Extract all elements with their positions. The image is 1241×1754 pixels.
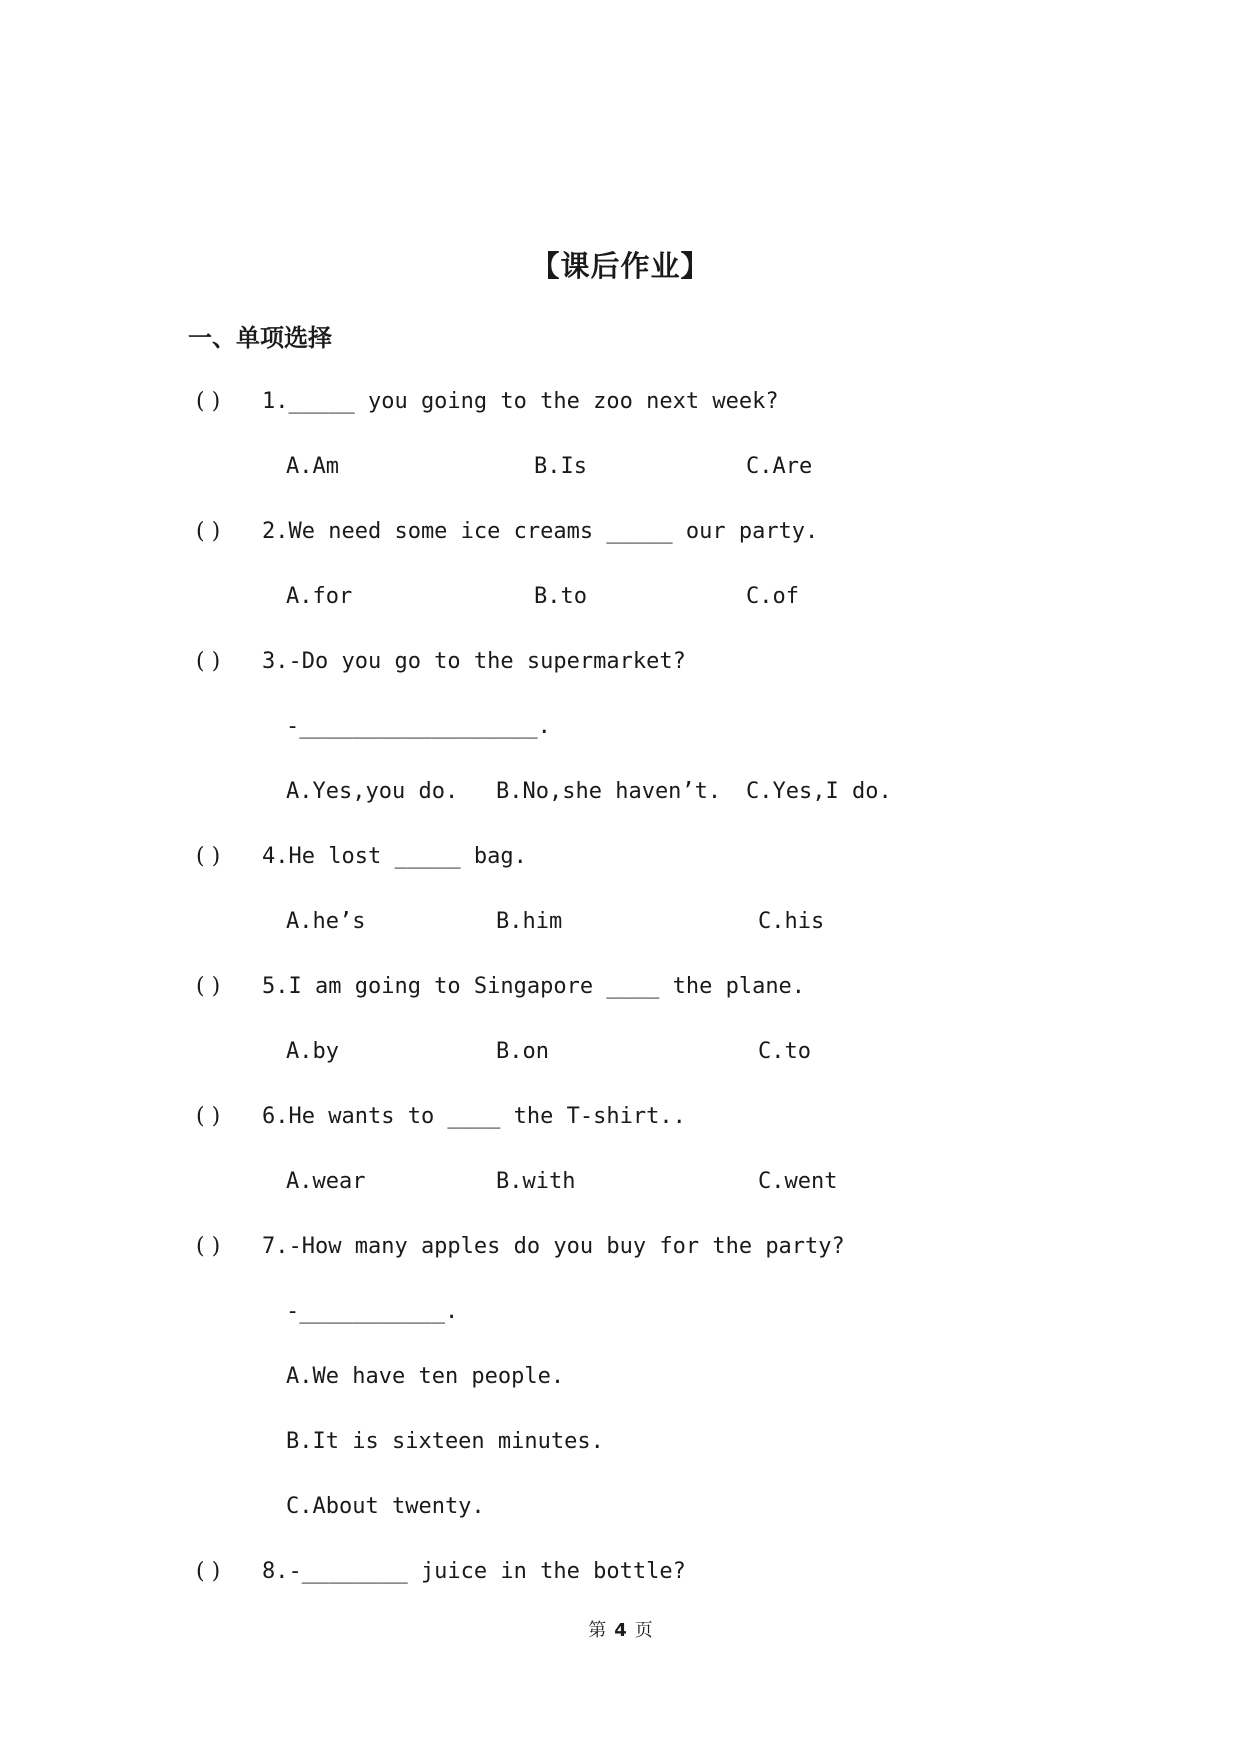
- footer-prefix: 第: [588, 1620, 607, 1641]
- page-title: 【课后作业】: [530, 249, 711, 283]
- option-b: B.to: [534, 584, 587, 609]
- option-b: B.him: [496, 909, 563, 934]
- option-a: A.Am: [286, 454, 339, 479]
- page-footer: [0, 1616, 1241, 1642]
- answer-paren[interactable]: ( ): [196, 1234, 221, 1259]
- option-c: C.his: [758, 909, 825, 934]
- option-a: A.We have ten people.: [286, 1364, 565, 1389]
- answer-line: -___________.: [286, 1299, 459, 1324]
- question-stem: 5.I am going to Singapore ____ the plane.: [262, 974, 806, 999]
- page-number: 4: [614, 1620, 627, 1641]
- question-stem: 6.He wants to ____ the T-shirt..: [262, 1104, 686, 1129]
- question-stem: 7.-How many apples do you buy for the party?: [262, 1234, 845, 1259]
- footer-suffix: 页: [634, 1620, 653, 1641]
- option-c: C.to: [758, 1039, 811, 1064]
- option-b: B.with: [496, 1169, 576, 1194]
- section-heading: 一、单项选择: [188, 324, 332, 352]
- option-a: A.Yes,you do.: [286, 779, 459, 804]
- option-a: A.for: [286, 584, 353, 609]
- answer-paren[interactable]: ( ): [196, 519, 221, 544]
- answer-paren[interactable]: ( ): [196, 389, 221, 414]
- answer-paren[interactable]: ( ): [196, 1559, 221, 1584]
- option-a: A.by: [286, 1039, 339, 1064]
- question-stem: 2.We need some ice creams _____ our party.: [262, 519, 819, 544]
- question-stem: 4.He lost _____ bag.: [262, 844, 527, 869]
- answer-paren[interactable]: ( ): [196, 974, 221, 999]
- option-a: A.he’s: [286, 909, 366, 934]
- option-c: C.About twenty.: [286, 1494, 485, 1519]
- question-stem: 1._____ you going to the zoo next week?: [262, 389, 779, 414]
- answer-line: -__________________.: [286, 714, 551, 739]
- question-stem: 8.-________ juice in the bottle?: [262, 1559, 686, 1584]
- answer-paren[interactable]: ( ): [196, 844, 221, 869]
- option-b: B.on: [496, 1039, 549, 1064]
- option-c: C.Yes,I do.: [746, 779, 892, 804]
- option-b: B.Is: [534, 454, 587, 479]
- option-c: C.of: [746, 584, 799, 609]
- option-c: C.went: [758, 1169, 838, 1194]
- answer-paren[interactable]: ( ): [196, 1104, 221, 1129]
- option-b: B.No,she haven’t.: [496, 779, 722, 804]
- question-stem: 3.-Do you go to the supermarket?: [262, 649, 686, 674]
- option-c: C.Are: [746, 454, 813, 479]
- option-a: A.wear: [286, 1169, 366, 1194]
- answer-paren[interactable]: ( ): [196, 649, 221, 674]
- option-b: B.It is sixteen minutes.: [286, 1429, 604, 1454]
